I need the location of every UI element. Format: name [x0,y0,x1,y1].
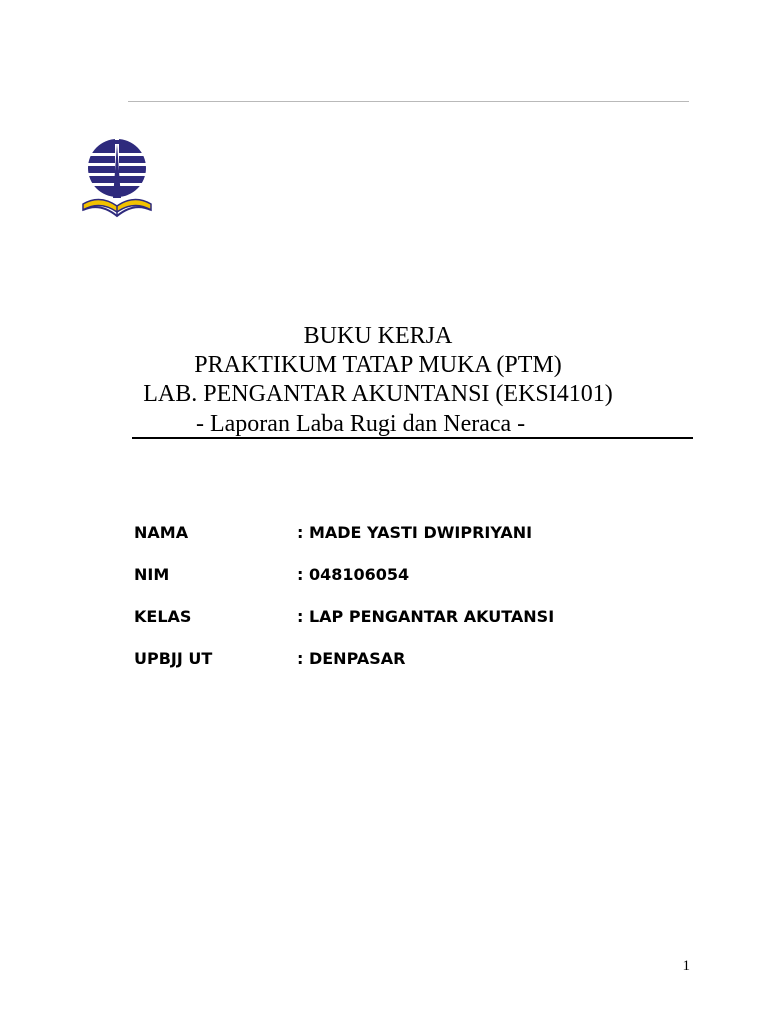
info-label: NAMA [134,523,189,542]
info-value: : DENPASAR [297,649,406,668]
info-label: KELAS [134,607,192,626]
title-line-2: PRAKTIKUM TATAP MUKA (PTM) [194,352,562,378]
title-block [108,322,648,409]
subtitle-underline [132,410,693,439]
info-value: : MADE YASTI DWIPRIYANI [297,523,533,542]
header-divider [128,101,689,102]
info-value: : LAP PENGANTAR AKUTANSI [297,607,555,626]
title-line-1: BUKU KERJA [303,323,453,349]
subtitle: - Laporan Laba Rugi dan Neraca - [196,411,526,437]
info-label: NIM [134,565,170,584]
info-label: UPBJJ UT [134,649,213,668]
title-line-3: LAB. PENGANTAR AKUNTANSI (EKSI4101) [143,381,613,407]
info-value: : 048106054 [297,565,410,584]
page-number: 1 [682,958,690,974]
university-logo-icon [80,136,154,222]
